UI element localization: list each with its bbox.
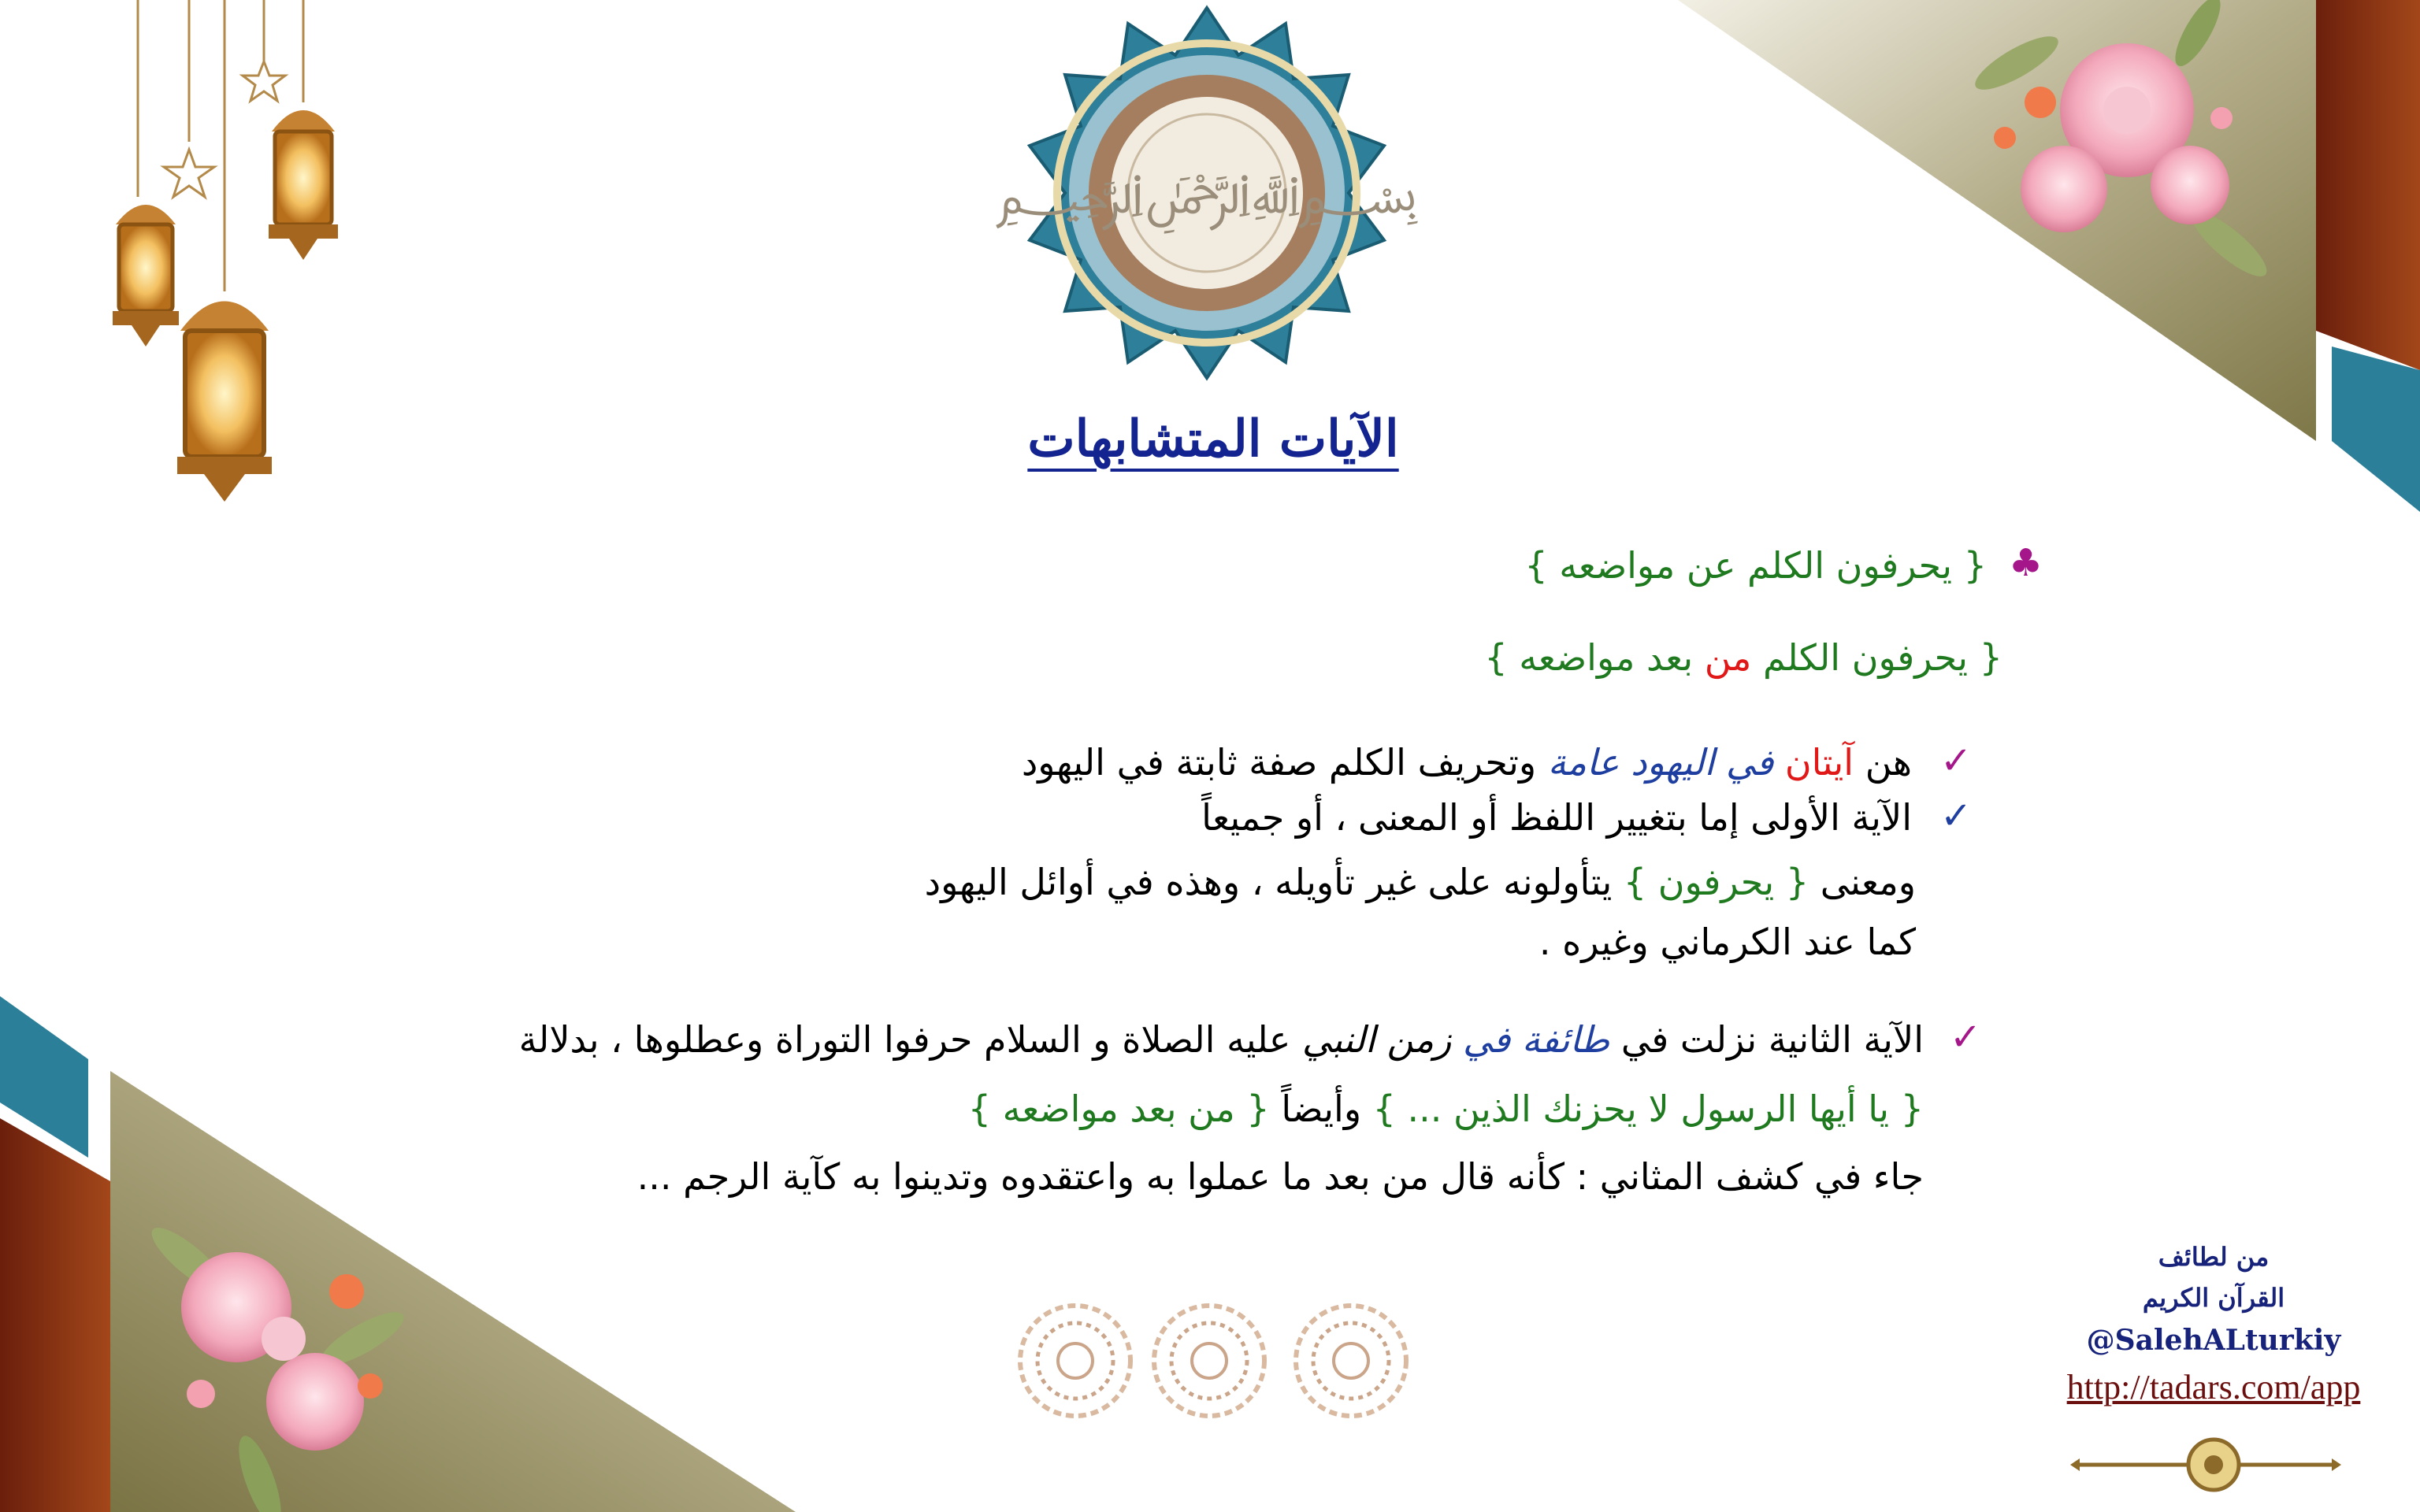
ornament-divider-icon [2070, 1440, 2341, 1490]
page-title: الآيات المتشابهات [1027, 410, 1399, 469]
top-right-rust-band [2316, 0, 2420, 370]
lanterns-decoration [113, 0, 338, 502]
club-bullet-icon: ♣ [2009, 541, 2043, 585]
signature-line-1: من لطائف [2158, 1242, 2270, 1272]
point1-t2: آيتان [1784, 741, 1854, 784]
point-2-line-2 [925, 858, 1916, 906]
star-icon [243, 61, 285, 101]
check-icon: ✓ [1950, 1015, 1982, 1059]
point3-b: طائفة [1521, 1018, 1610, 1061]
point1-t4: اليهود عامة [1547, 741, 1715, 784]
check-icon: ✓ [1940, 794, 1973, 838]
point2-line2a: ومعنى [1820, 861, 1916, 903]
top-right-teal-band [2332, 346, 2420, 512]
bottom-left-rust-band [0, 1118, 110, 1512]
rosette-icon [1154, 1306, 1264, 1416]
star-icon [164, 150, 214, 197]
verse-line-2 [1484, 634, 2002, 681]
quran-emblem [995, 8, 1418, 378]
point3-q2: { من بعد مواضعه } [967, 1088, 1270, 1130]
svg-text:﷽: ﷽ [995, 161, 1419, 226]
point-1-line [1022, 739, 1912, 786]
point3-a: الآية الثانية نزلت في [1620, 1018, 1924, 1061]
point-3-line-1 [519, 1016, 1924, 1063]
point3-q1: { يا أيها الرسول لا يحزنك الذين ... } [1372, 1088, 1924, 1130]
signature-handle: @SalehALturkiy [2086, 1324, 2341, 1357]
rosette-icon [1296, 1306, 1406, 1416]
point2-line2b: { يحرفون } [1623, 861, 1809, 903]
point3-mid: وأيضاً [1281, 1088, 1362, 1130]
point-3-line-2 [968, 1085, 1924, 1132]
verse2-close: بعد مواضعه } [1484, 636, 1694, 679]
verse-line-1: { يحرفون الكلم عن مواضعه } [1524, 544, 1987, 587]
point1-t1: هن [1865, 741, 1912, 784]
point2-line2c: يتأولونه على غير تأويله ، وهذه في أوائل اليهود [924, 861, 1613, 903]
point3-e: عليه الصلاة و السلام حرفوا التوراة وعطلوها ، بدلالة [518, 1018, 1291, 1061]
signature-url-link[interactable]: http://tadars.com/app [2066, 1368, 2361, 1406]
signature-line-2: القرآن الكريم [2142, 1283, 2285, 1313]
verse2-open: { يحرفون الكلم [1763, 636, 2002, 679]
check-icon: ✓ [1940, 739, 1973, 783]
point1-t3: في [1725, 741, 1774, 784]
verse2-particle: من [1704, 636, 1752, 679]
signature-block [2017, 1236, 2411, 1413]
point-2-line-1: الآية الأولى إما بتغيير اللفظ أو المعنى ، أو جميعاً [1201, 796, 1912, 839]
rosette-icon [1020, 1306, 1130, 1416]
point3-d: زمن النبي [1301, 1018, 1452, 1061]
point-2-line-3: كما عند الكرماني وغيره . [1538, 921, 1916, 963]
point3-c: في [1462, 1018, 1511, 1061]
point1-t5: وتحريف الكلم صفة ثابتة في اليهود [1021, 741, 1537, 784]
point-3-line-3: جاء في كشف المثاني : كأنه قال من بعد ما عملوا به واعتقدوه وتدينوا به كآية الرجم ... [637, 1155, 1924, 1198]
